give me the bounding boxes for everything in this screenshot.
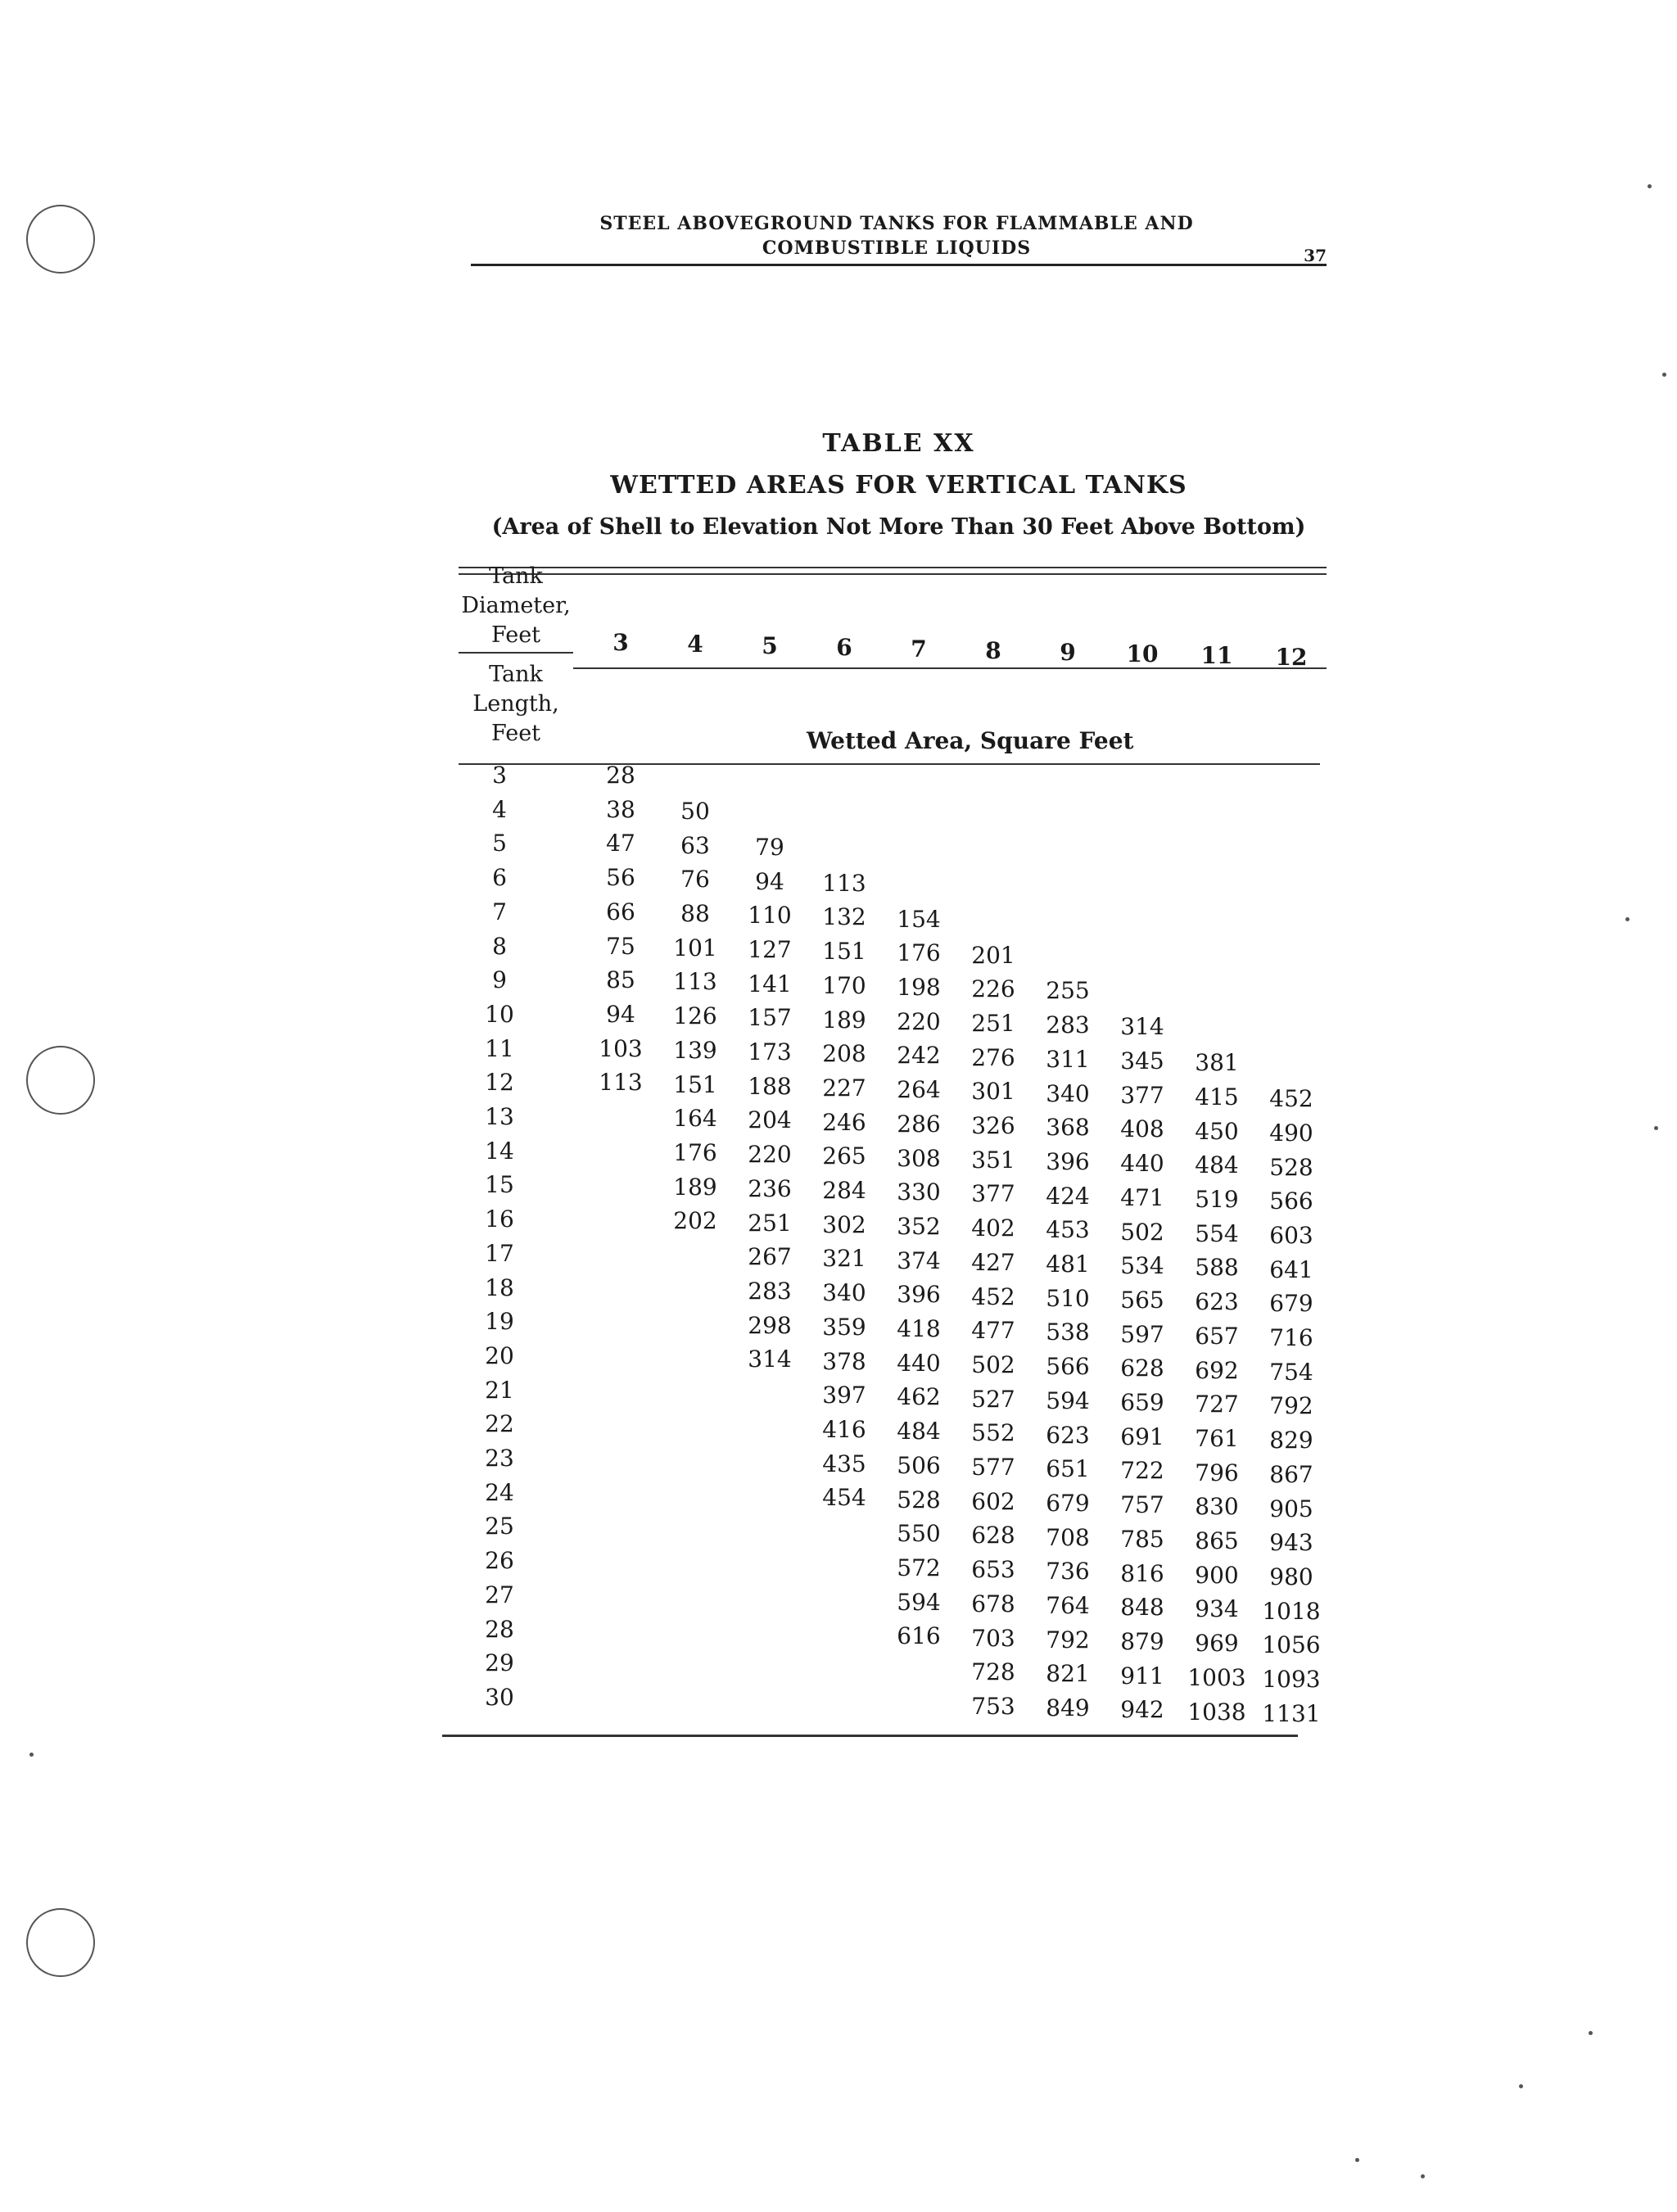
row-length-label: 26 [485,1547,514,1575]
row-length-label: 16 [485,1206,514,1233]
row-length-label: 25 [485,1513,514,1540]
table-cell: 151 [673,1070,717,1098]
table-cell: 764 [1046,1592,1090,1619]
table-cell: 519 [1195,1186,1239,1213]
diameter-header-label [454,562,577,650]
row-length-label: 15 [485,1171,514,1199]
row-length-label: 12 [485,1069,514,1097]
punch-hole-middle [26,1046,95,1115]
table-cell: 1056 [1262,1631,1321,1659]
table-cell: 528 [1269,1153,1313,1181]
table-cell: 396 [1046,1147,1090,1175]
table-cell: 126 [673,1002,717,1030]
row-length-label: 4 [492,795,507,823]
table-cell: 311 [1046,1045,1090,1073]
header-line-2: COMBUSTIBLE LIQUIDS [762,237,1032,259]
table-cell: 506 [897,1451,941,1479]
punch-hole-top [26,205,95,274]
table-cell: 816 [1120,1559,1164,1587]
table-cell: 377 [971,1180,1015,1208]
table-cell: 265 [822,1142,866,1170]
table-subtitle: (Area of Shell to Elevation Not More Than 30 Feet Above Bottom) [491,514,1306,540]
table-cell: 450 [1195,1117,1239,1145]
table-cell: 424 [1046,1182,1090,1210]
header-rule [573,667,1327,669]
table-cell: 255 [1046,977,1090,1005]
row-length-label: 18 [485,1273,514,1301]
table-cell: 314 [748,1346,792,1373]
table-cell: 980 [1269,1563,1313,1590]
row-length-label: 17 [485,1239,514,1267]
table-cell: 226 [971,975,1015,1003]
table-cell: 176 [897,939,941,967]
table-cell: 1038 [1187,1698,1246,1726]
table-cell: 1131 [1262,1699,1321,1727]
diameter-heading: 9 [1060,639,1076,666]
table-cell: 477 [971,1317,1015,1345]
table-cell: 267 [748,1243,792,1271]
table-cell: 284 [822,1177,866,1204]
table-cell: 50 [680,797,710,825]
table-cell: 792 [1269,1392,1313,1420]
table-cell: 314 [1120,1013,1164,1041]
table-cell: 408 [1120,1115,1164,1143]
table-cell: 867 [1269,1460,1313,1488]
table-cell: 653 [971,1556,1015,1584]
table-cell: 628 [1120,1355,1164,1382]
diameter-heading: 5 [762,632,778,659]
table-cell: 189 [673,1173,717,1201]
table-cell: 679 [1046,1489,1090,1517]
table-cell: 308 [897,1144,941,1172]
row-length-label: 10 [485,1000,514,1028]
table-top-rule-2 [459,573,1327,575]
table-cell: 220 [748,1141,792,1169]
table-cell: 220 [897,1007,941,1035]
scan-speck [29,1753,34,1757]
table-cell: 594 [897,1588,941,1616]
table-cell: 440 [897,1349,941,1377]
table-cell: 942 [1120,1696,1164,1724]
table-cell: 340 [1046,1079,1090,1107]
table-cell: 415 [1195,1083,1239,1111]
table-cell: 453 [1046,1216,1090,1244]
table-cell: 753 [971,1692,1015,1720]
table-cell: 708 [1046,1523,1090,1551]
table-cell: 900 [1195,1561,1239,1589]
table-cell: 435 [822,1450,866,1477]
diameter-heading: 6 [836,634,852,661]
table-cell: 566 [1269,1187,1313,1215]
row-length-label: 24 [485,1478,514,1506]
table-cell: 641 [1269,1255,1313,1283]
table-cell: 440 [1120,1150,1164,1178]
table-cell: 481 [1046,1251,1090,1278]
table-cell: 502 [971,1350,1015,1378]
table-cell: 101 [673,934,717,961]
table-cell: 94 [755,867,784,895]
table-number: TABLE XX [822,429,975,458]
table-cell: 188 [748,1072,792,1100]
table-cell: 157 [748,1004,792,1032]
table-cell: 103 [599,1034,643,1062]
table-cell: 340 [822,1279,866,1307]
table-cell: 141 [748,970,792,997]
table-cell: 577 [971,1454,1015,1481]
table-cell: 154 [897,905,941,933]
row-length-label: 5 [492,830,507,857]
row-length-label: 8 [492,932,507,960]
table-cell: 454 [822,1484,866,1512]
table-cell: 550 [897,1520,941,1548]
table-cell: 227 [822,1074,866,1101]
diameter-label-line: Feet [490,622,541,648]
row-length-label: 3 [492,762,507,789]
table-cell: 679 [1269,1290,1313,1318]
table-cell: 716 [1269,1324,1313,1351]
table-cell: 345 [1120,1047,1164,1074]
table-cell: 94 [606,1000,635,1028]
table-cell: 659 [1120,1389,1164,1416]
table-cell: 502 [1120,1218,1164,1246]
table-cell: 879 [1120,1627,1164,1655]
table-cell: 736 [1046,1558,1090,1585]
table-cell: 678 [971,1590,1015,1617]
table-cell: 1093 [1262,1666,1321,1693]
table-cell: 969 [1195,1630,1239,1658]
table-cell: 849 [1046,1694,1090,1722]
table-cell: 326 [971,1112,1015,1139]
table-cell: 88 [680,900,710,927]
scan-speck [1662,373,1666,377]
row-length-label: 29 [485,1649,514,1677]
table-cell: 246 [822,1108,866,1136]
table-cell: 796 [1195,1459,1239,1486]
table-cell: 943 [1269,1529,1313,1557]
table-title: WETTED AREAS FOR VERTICAL TANKS [610,471,1187,500]
table-cell: 1018 [1262,1597,1321,1625]
table-cell: 264 [897,1076,941,1104]
table-cell: 830 [1195,1493,1239,1521]
table-cell: 588 [1195,1254,1239,1282]
diameter-heading: 4 [687,631,703,658]
diameter-label-underline [459,652,573,654]
table-cell: 75 [606,932,635,960]
table-cell: 321 [822,1245,866,1273]
running-header [471,211,1327,266]
table-cell: 761 [1195,1424,1239,1452]
header-line-1: STEEL ABOVEGROUND TANKS FOR FLAMMABLE AND [599,213,1194,234]
table-cell: 56 [606,864,635,892]
table-cell: 202 [673,1207,717,1235]
row-length-label: 23 [485,1445,514,1472]
scan-speck [1421,2174,1425,2178]
table-cell: 597 [1120,1320,1164,1348]
table-cell: 865 [1195,1527,1239,1554]
wetted-area-label: Wetted Area, Square Feet [807,727,1134,754]
table-cell: 402 [971,1215,1015,1242]
table-cell: 352 [897,1212,941,1240]
table-cell: 691 [1120,1423,1164,1450]
scan-speck [1355,2158,1359,2162]
length-label-line: Feet [490,721,541,746]
table-cell: 603 [1269,1221,1313,1249]
table-cell: 565 [1120,1286,1164,1314]
table-cell: 490 [1269,1119,1313,1147]
table-cell: 628 [971,1522,1015,1549]
row-length-label: 28 [485,1615,514,1643]
table-cell: 821 [1046,1660,1090,1688]
table-cell: 471 [1120,1183,1164,1211]
table-cell: 113 [599,1069,643,1097]
header-title [585,211,1208,260]
page-number: 37 [1304,246,1327,265]
scan-speck [1648,184,1652,188]
scan-speck [1654,1126,1658,1130]
table-cell: 330 [897,1178,941,1206]
diameter-heading: 7 [911,636,927,663]
table-cell: 538 [1046,1319,1090,1346]
table-cell: 623 [1195,1288,1239,1316]
table-cell: 76 [680,866,710,893]
table-cell: 416 [822,1415,866,1443]
length-label-line: Tank [489,662,543,687]
row-length-label: 6 [492,864,507,892]
table-cell: 484 [897,1418,941,1445]
table-cell: 754 [1269,1358,1313,1386]
table-cell: 208 [822,1040,866,1068]
table-cell: 722 [1120,1457,1164,1485]
table-cell: 198 [897,974,941,1001]
table-cell: 905 [1269,1495,1313,1522]
scan-speck [1589,2031,1593,2035]
table-cell: 47 [606,830,635,857]
table-cell: 251 [971,1009,1015,1037]
table-cell: 623 [1046,1421,1090,1449]
scan-speck [1519,2084,1523,2088]
row-length-label: 11 [485,1034,514,1062]
table-cell: 657 [1195,1322,1239,1350]
row-length-label: 30 [485,1683,514,1711]
table-cell: 276 [971,1043,1015,1071]
table-cell: 286 [897,1110,941,1138]
table-cell: 911 [1120,1662,1164,1690]
table-cell: 28 [606,762,635,789]
table-cell: 703 [971,1624,1015,1652]
table-cell: 176 [673,1138,717,1166]
table-cell: 110 [748,902,792,930]
row-length-label: 9 [492,966,507,994]
diameter-heading: 3 [612,629,629,656]
table-cell: 283 [748,1277,792,1305]
table-cell: 534 [1120,1252,1164,1280]
diameter-heading: 10 [1126,640,1159,667]
table-cell: 242 [897,1042,941,1070]
table-cell: 396 [897,1281,941,1309]
table-cell: 170 [822,971,866,999]
table-top-rule [459,567,1327,568]
table-cell: 452 [971,1282,1015,1310]
punch-hole-bottom [26,1908,95,1977]
table-cell: 484 [1195,1151,1239,1179]
table-cell: 616 [897,1622,941,1650]
table-cell: 418 [897,1315,941,1342]
table-cell: 63 [680,831,710,859]
diameter-heading: 11 [1200,642,1233,669]
table-cell: 527 [971,1385,1015,1413]
table-cell: 785 [1120,1525,1164,1553]
table-cell: 38 [606,795,635,823]
table-cell: 132 [822,903,866,931]
table-cell: 173 [748,1038,792,1065]
table-cell: 848 [1120,1594,1164,1622]
diameter-heading: 12 [1275,644,1308,671]
table-cell: 427 [971,1248,1015,1276]
row-length-label: 21 [485,1376,514,1404]
table-cell: 374 [897,1246,941,1274]
row-length-label: 20 [485,1341,514,1369]
table-cell: 552 [971,1419,1015,1447]
table-cell: 359 [822,1313,866,1341]
length-label-line: Length, [472,691,559,717]
table-cell: 139 [673,1036,717,1064]
table-cell: 381 [1195,1049,1239,1077]
table-cell: 302 [822,1210,866,1238]
row-length-label: 7 [492,898,507,925]
table-cell: 510 [1046,1284,1090,1312]
table-cell: 201 [971,941,1015,969]
table-cell: 189 [822,1006,866,1034]
table-cell: 368 [1046,1114,1090,1142]
table-cell: 164 [673,1105,717,1133]
table-cell: 113 [673,968,717,996]
row-length-label: 22 [485,1410,514,1438]
row-length-label: 14 [485,1137,514,1165]
table-cell: 251 [748,1209,792,1237]
table-cell: 66 [606,898,635,925]
table-cell: 1003 [1187,1663,1246,1691]
length-header-label [454,660,577,749]
row-length-label: 27 [485,1581,514,1608]
diameter-label-line: Diameter, [461,593,571,618]
table-cell: 566 [1046,1353,1090,1381]
table-cell: 298 [748,1311,792,1339]
table-cell: 236 [748,1174,792,1202]
scan-speck [1625,917,1630,921]
table-cell: 204 [748,1106,792,1134]
table-cell: 151 [822,938,866,966]
table-cell: 594 [1046,1386,1090,1414]
table-cell: 692 [1195,1356,1239,1384]
table-cell: 934 [1195,1595,1239,1623]
table-cell: 85 [606,966,635,994]
table-cell: 351 [971,1146,1015,1174]
table-cell: 528 [897,1486,941,1513]
table-cell: 572 [897,1554,941,1581]
diameter-heading: 8 [985,637,1001,664]
table-cell: 462 [897,1383,941,1411]
table-cell: 113 [822,869,866,897]
table-cell: 301 [971,1078,1015,1106]
table-cell: 554 [1195,1219,1239,1247]
row-length-label: 19 [485,1308,514,1336]
table-cell: 651 [1046,1455,1090,1483]
table-cell: 79 [755,833,784,861]
table-cell: 127 [748,935,792,963]
table-cell: 792 [1046,1626,1090,1653]
table-cell: 829 [1269,1427,1313,1454]
table-cell: 727 [1195,1391,1239,1418]
diameter-label-line: Tank [489,563,543,589]
table-cell: 283 [1046,1011,1090,1039]
row-length-label: 13 [485,1103,514,1130]
table-cell: 757 [1120,1491,1164,1519]
table-cell: 378 [822,1347,866,1375]
table-cell: 452 [1269,1085,1313,1113]
table-cell: 602 [971,1487,1015,1515]
table-cell: 377 [1120,1081,1164,1109]
table-bottom-rule [442,1735,1298,1737]
table-cell: 728 [971,1658,1015,1686]
table-cell: 397 [822,1382,866,1409]
